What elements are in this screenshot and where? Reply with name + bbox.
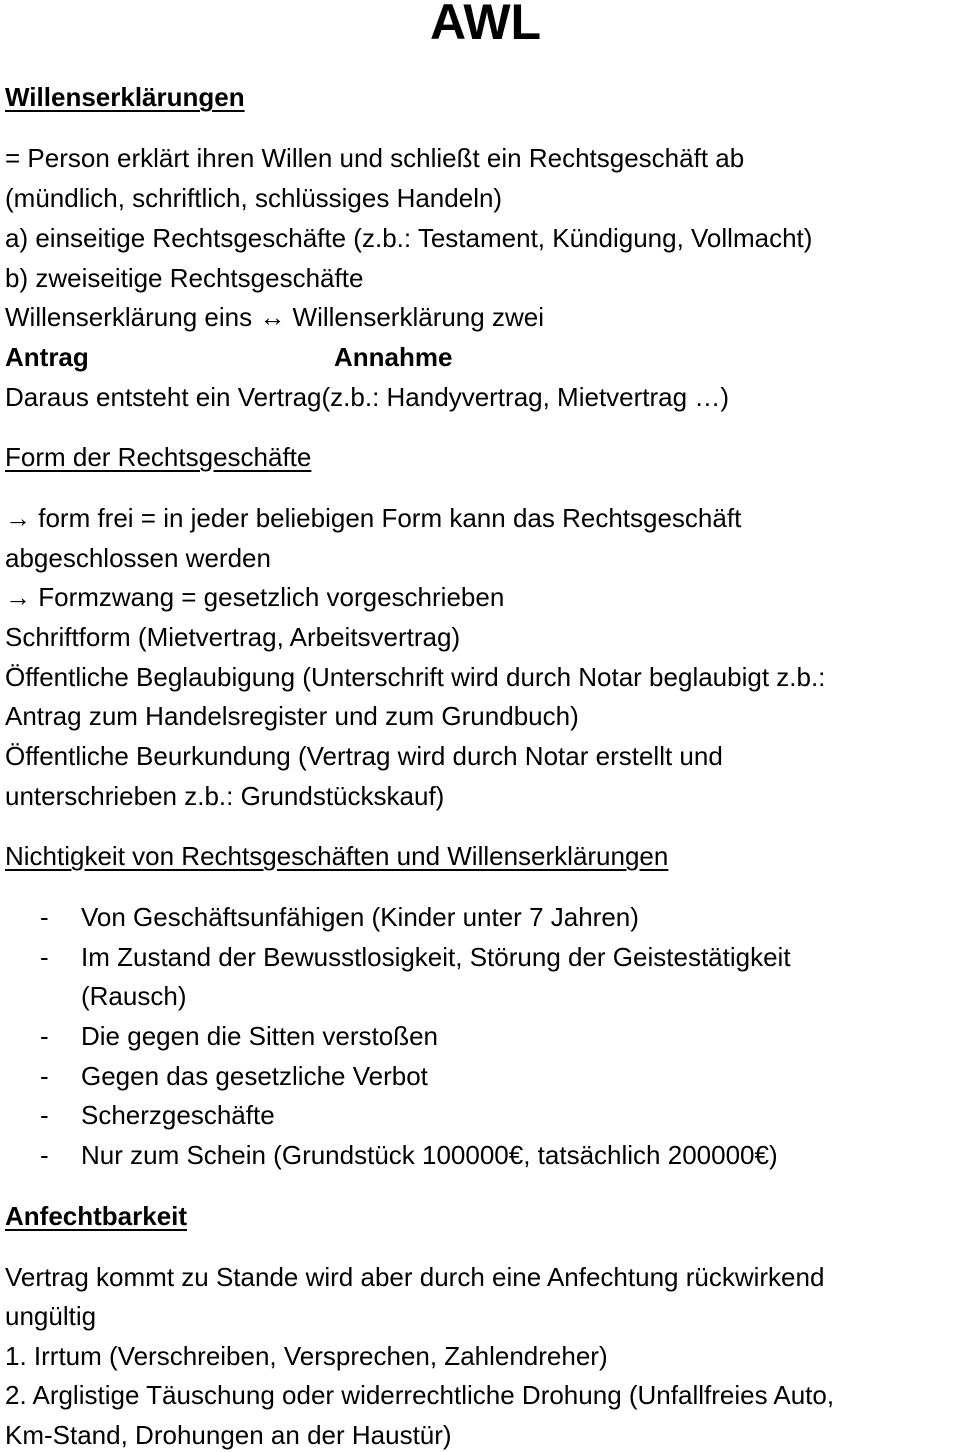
list-bullet: - [40,1021,49,1051]
list-bullet: - [40,1061,49,1091]
list-item: Nur zum Schein (Grundstück 100000€, tatsächlich 200000€) [81,1140,778,1170]
text-line: unterschrieben z.b.: Grundstückskauf) [5,781,445,811]
text-line: 1. Irrtum (Verschreiben, Versprechen, Zahlendreher) [5,1341,608,1371]
text-line: a) einseitige Rechtsgeschäfte (z.b.: Testament, Kündigung, Vollmacht) [5,223,813,253]
section-heading-form: Form der Rechtsgeschäfte [5,442,312,472]
list-item: Die gegen die Sitten verstoßen [81,1021,438,1051]
text-line: Daraus entsteht ein Vertrag(z.b.: Handyvertrag, Mietvertrag …) [5,382,729,412]
text-line: (mündlich, schriftlich, schlüssiges Handeln) [5,183,503,213]
text-line: Vertrag kommt zu Stande wird aber durch eine Anfechtung rückwirkend [5,1262,825,1292]
list-item: Von Geschäftsunfähigen (Kinder unter 7 Jahren) [81,902,639,932]
list-bullet: - [40,1100,49,1130]
text-line: 2. Arglistige Täuschung oder widerrechtliche Drohung (Unfallfreies Auto, [5,1380,835,1410]
section-heading-nichtigkeit: Nichtigkeit von Rechtsgeschäften und Willenserklärungen [5,841,669,871]
text-line: ungültig [5,1301,97,1331]
list-bullet: - [40,942,49,972]
label-antrag: Antrag [5,342,89,372]
text-line: abgeschlossen werden [5,543,271,573]
list-item: Scherzgeschäfte [81,1100,275,1130]
list-item: Gegen das gesetzliche Verbot [81,1061,428,1091]
section-heading-willenserklaerungen: Willenserklärungen [5,82,245,112]
text-line: Öffentliche Beglaubigung (Unterschrift wird durch Notar beglaubigt z.b.: [5,662,826,692]
text-line: → Formzwang = gesetzlich vorgeschrieben [5,582,505,612]
section-heading-anfechtbarkeit: Anfechtbarkeit [5,1201,188,1231]
list-item-continuation: (Rausch) [81,981,187,1011]
text-line: = Person erklärt ihren Willen und schließt ein Rechtsgeschäft ab [5,143,745,173]
text-line: Schriftform (Mietvertrag, Arbeitsvertrag) [5,622,461,652]
list-bullet: - [40,1140,49,1170]
text-line: Km-Stand, Drohungen an der Haustür) [5,1420,452,1450]
text-line: Öffentliche Beurkundung (Vertrag wird durch Notar erstellt und [5,741,723,771]
text-line: → form frei = in jeder beliebigen Form kann das Rechtsgeschäft [5,503,742,533]
text-line: b) zweiseitige Rechtsgeschäfte [5,263,364,293]
text-line: Willenserklärung eins ↔ Willenserklärung zwei [5,302,544,332]
label-annahme: Annahme [334,342,453,372]
list-item: Im Zustand der Bewusstlosigkeit, Störung der Geistestätigkeit [81,942,791,972]
text-line: Antrag zum Handelsregister und zum Grundbuch) [5,701,579,731]
list-bullet: - [40,902,49,932]
document-title: AWL [430,0,542,50]
